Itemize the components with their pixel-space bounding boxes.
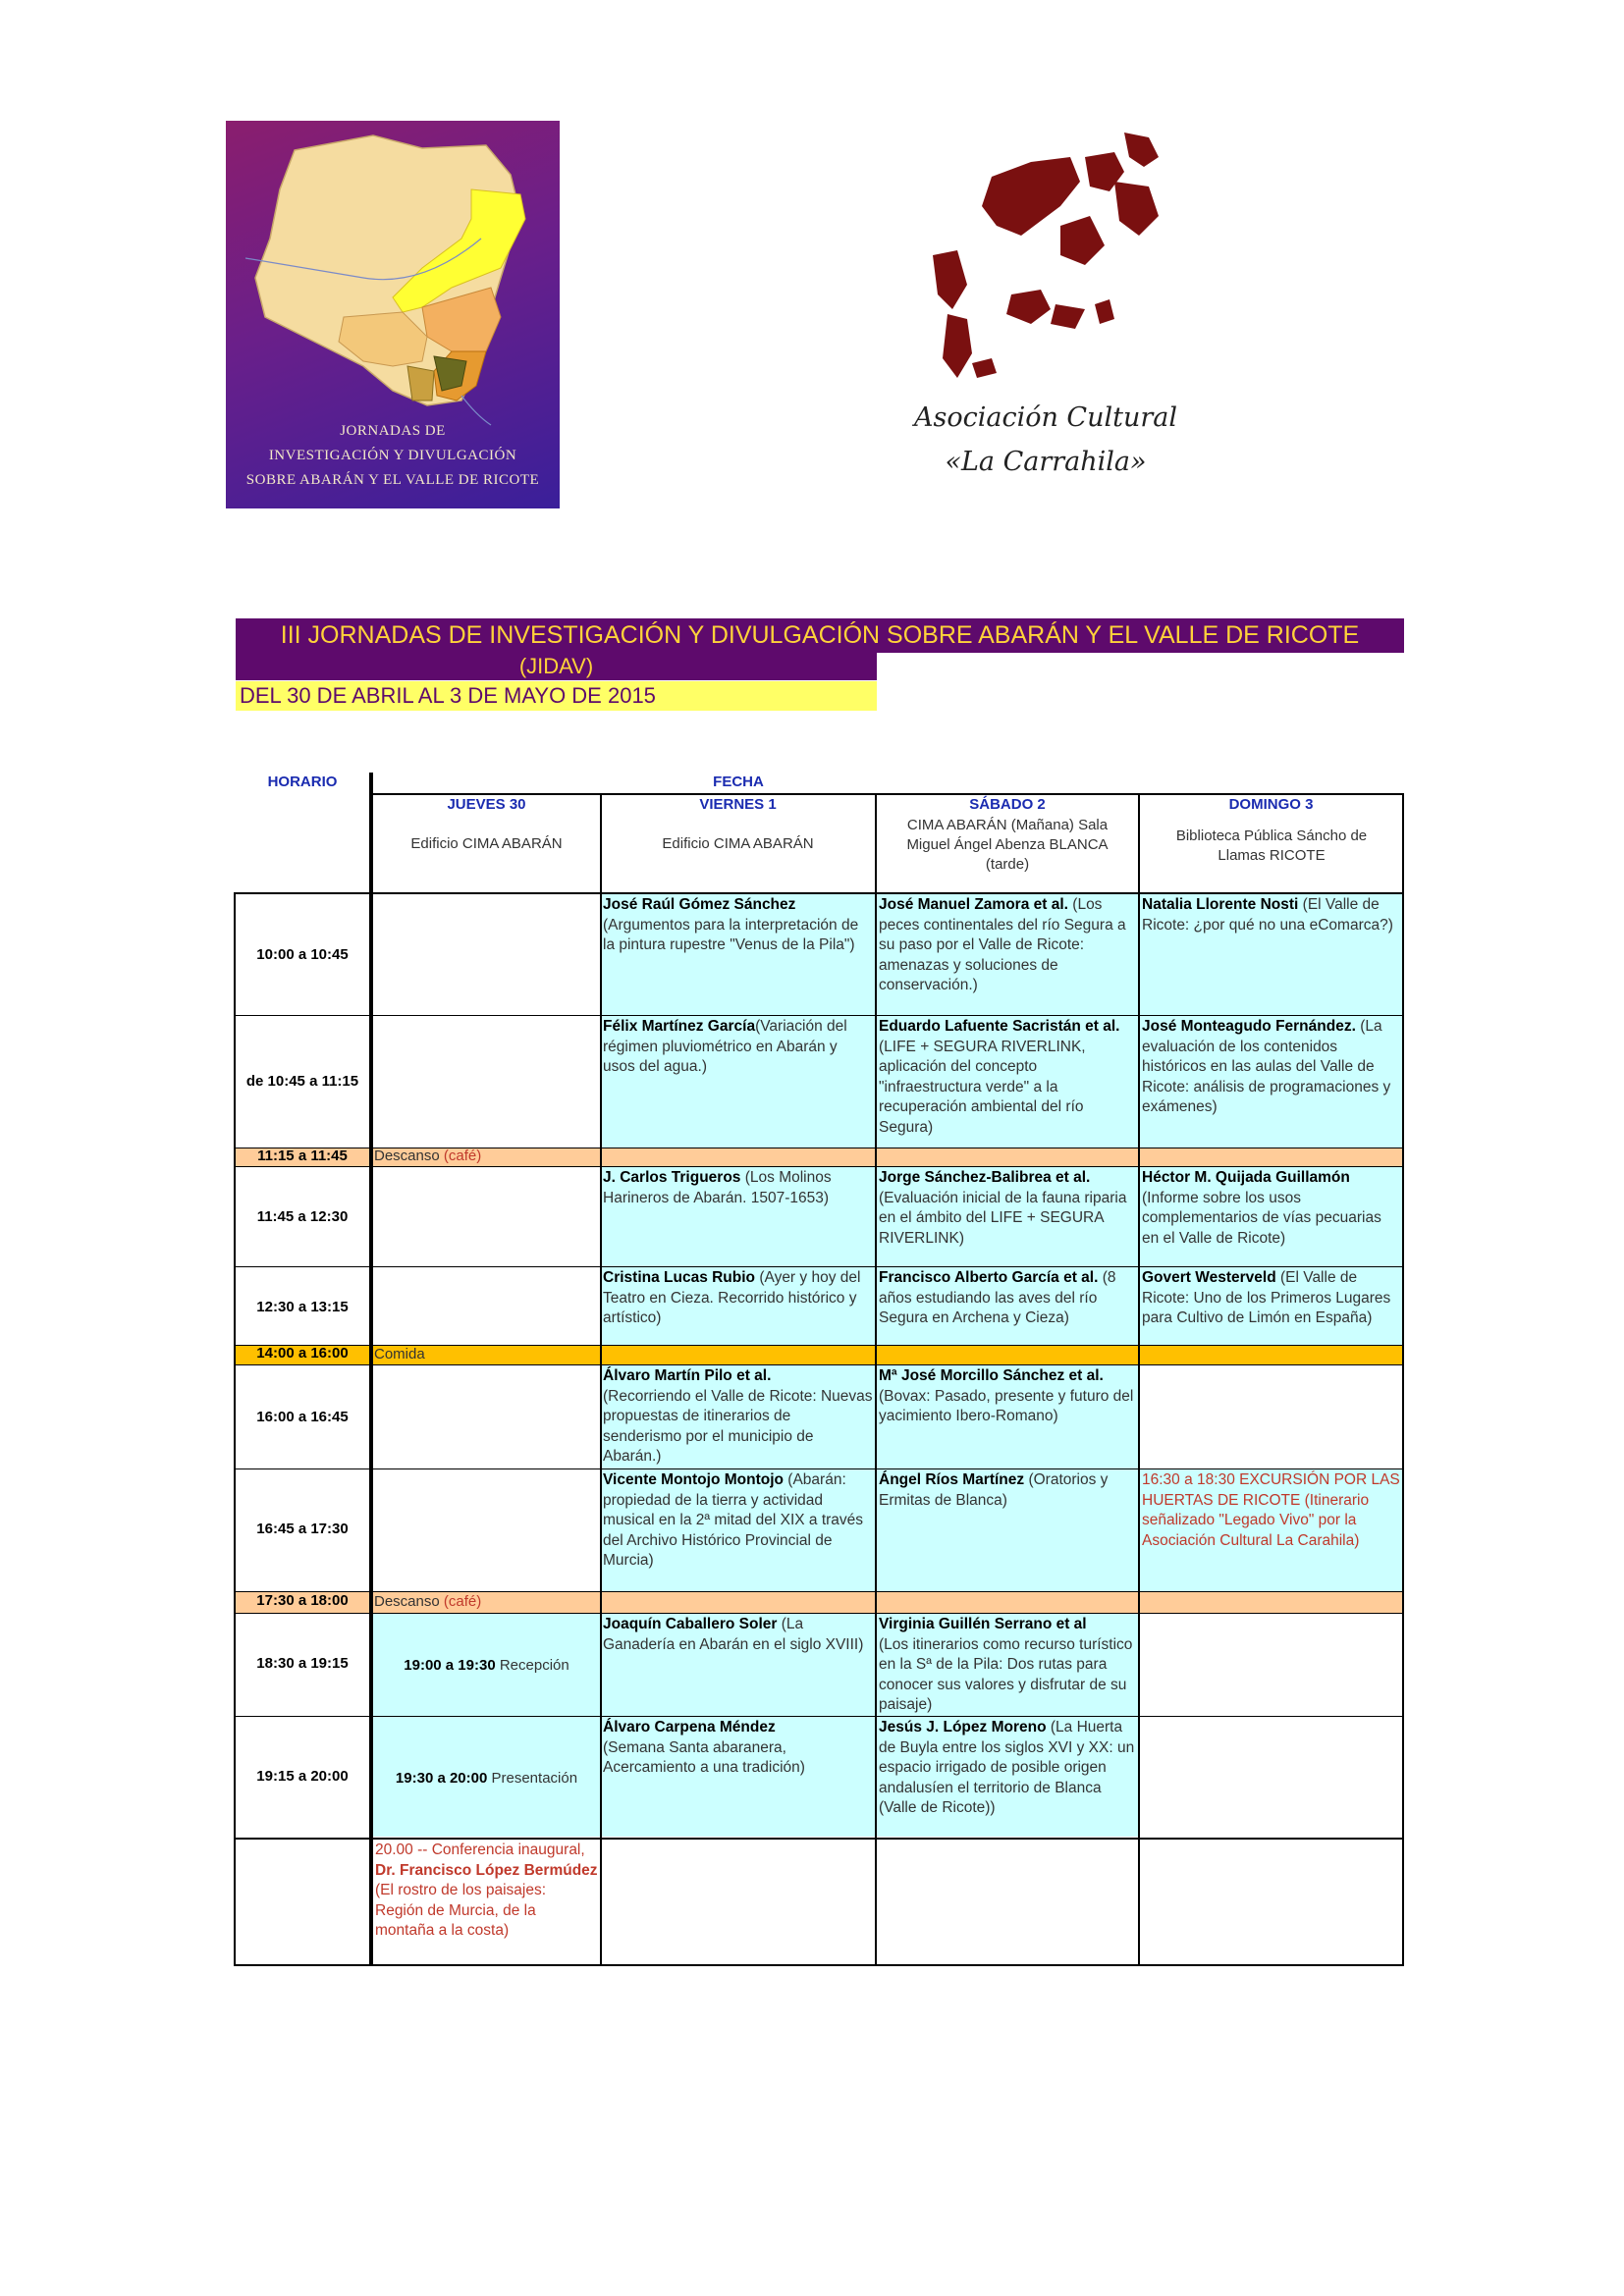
slot-time: 12:30 a 13:15: [256, 1299, 349, 1315]
talk-title: (La Ganadería en Abarán en el siglo XVIII): [603, 1616, 864, 1653]
talk-domingo-4: [1140, 1267, 1402, 1345]
inaugural-conference: [373, 1840, 600, 1964]
horario-header: HORARIO: [267, 774, 338, 790]
logo-caption-1: JORNADAS DE: [340, 423, 446, 439]
event-time: 19:00 a 19:30: [404, 1657, 496, 1674]
logo-caption-2: INVESTIGACIÓN Y DIVULGACIÓN: [268, 448, 517, 463]
talk-viernes-4: [601, 1267, 875, 1345]
talk-title: (El Valle de Ricote: ¿por qué no una eComarca?): [1142, 896, 1393, 934]
cyan-block-jue: [372, 1613, 601, 1837]
slot-time: 10:00 a 10:45: [256, 946, 349, 963]
slot-time: de 10:45 a 11:15: [245, 1073, 359, 1090]
conference-intro: 20.00 -- Conferencia inaugural,: [375, 1842, 585, 1858]
talk-author: Govert Westerveld: [1142, 1269, 1276, 1286]
venue-viernes: Edificio CIMA ABARÁN: [662, 835, 814, 852]
presentation-jueves: [373, 1768, 600, 1797]
break1-text: Descanso: [374, 1148, 440, 1164]
talk-sabado-3: [877, 1167, 1138, 1266]
event-title: III JORNADAS DE INVESTIGACIÓN Y DIVULGACIÓN SOBRE ABARÁN Y EL VALLE DE RICOTE: [236, 618, 1404, 653]
break1-label: [374, 1147, 481, 1166]
talk-title: (La Huerta de Buyla entre los siglos XVI y XX: un espacio irrigado de posible origen andalusíen el territorio de Blanca (Valle de Ricote)): [879, 1719, 1135, 1816]
talk-author: Francisco Alberto García et al.: [879, 1269, 1099, 1286]
talk-author: J. Carlos Trigueros: [603, 1169, 741, 1186]
excursion-domingo: 16:30 a 18:30 EXCURSIÓN POR LAS HUERTAS DE RICOTE (Itinerario señalizado "Legado Vivo" por la Asociación Cultural La Carahila): [1142, 1471, 1400, 1549]
logo-caption-3: SOBRE ABARÁN Y EL VALLE DE RICOTE: [245, 472, 540, 488]
carrahila-emblem-icon: [913, 128, 1208, 412]
fecha-header: FECHA: [713, 774, 764, 790]
talk-viernes-3: [601, 1167, 875, 1266]
talk-viernes-5: [601, 1365, 875, 1468]
talk-domingo-3: [1140, 1167, 1402, 1266]
talk-sabado-4: [877, 1267, 1138, 1345]
talk-title: (Los peces continentales del río Segura a su paso por el Valle de Ricote: amenazas y soluciones de conservación.): [879, 896, 1126, 993]
talk-author: Virginia Guillén Serrano et al: [879, 1616, 1087, 1632]
talk-author: Ángel Ríos Martínez: [879, 1471, 1025, 1488]
break1-cafe: (café): [443, 1148, 482, 1164]
talk-title: (Bovax: Pasado, presente y futuro del yacimiento Ibero-Romano): [879, 1387, 1134, 1424]
day-header-viernes: VIERNES 1: [699, 796, 777, 813]
slot-time: 19:15 a 20:00: [256, 1768, 349, 1785]
talk-sabado-6: [877, 1469, 1138, 1591]
talk-author: Mª José Morcillo Sánchez et al.: [879, 1367, 1104, 1384]
talk-author: Joaquín Caballero Soler: [603, 1616, 778, 1632]
talk-viernes-1: [601, 894, 875, 1015]
table-bottom-line: [234, 1964, 1404, 1966]
conference-speaker: Dr. Francisco López Bermúdez: [375, 1861, 598, 1879]
talk-viernes-2: [601, 1016, 875, 1148]
event-time: 19:30 a 20:00: [395, 1770, 488, 1787]
talk-title: (Los itinerarios como recurso turístico en la Sª de la Pila: Dos rutas para conocer sus valores y disfrutar de su paisaje): [879, 1635, 1133, 1713]
talk-author: Vicente Montojo Montojo: [603, 1471, 784, 1488]
event-label: Recepción: [499, 1657, 569, 1674]
day-header-domingo: DOMINGO 3: [1228, 796, 1314, 813]
lunch-label: Comida: [374, 1346, 425, 1362]
talk-title: (Oratorios y Ermitas de Blanca): [879, 1471, 1109, 1509]
break2-cafe: (café): [443, 1593, 482, 1610]
talk-author: José Manuel Zamora et al.: [879, 896, 1068, 913]
association-subname: «La Carrahila»: [945, 447, 1147, 477]
slot-time: 11:45 a 12:30: [256, 1208, 349, 1225]
talk-sabado-2: [877, 1016, 1138, 1148]
talk-author: Jesús J. López Moreno: [879, 1719, 1047, 1735]
talk-author: Héctor M. Quijada Guillamón: [1142, 1169, 1350, 1186]
talk-author: Cristina Lucas Rubio: [603, 1269, 756, 1286]
day-header-jueves: JUEVES 30: [447, 796, 526, 813]
talk-title: (Semana Santa abaranera, Acercamiento a una tradición): [603, 1738, 805, 1776]
association-name: Asociación Cultural: [913, 402, 1177, 433]
talk-domingo-1: [1140, 894, 1402, 1015]
talk-author: Jorge Sánchez-Balibrea et al.: [879, 1169, 1091, 1186]
talk-author: Álvaro Carpena Méndez: [603, 1719, 776, 1735]
header-top-line: [372, 793, 1404, 795]
talk-domingo-2: [1140, 1016, 1402, 1148]
break2-label: [374, 1592, 481, 1612]
talk-author: José Raúl Gómez Sánchez: [603, 896, 796, 913]
break1-time: 11:15 a 11:45: [257, 1148, 348, 1164]
event-acronym: (JIDAV): [236, 653, 877, 680]
talk-sabado-7: [877, 1614, 1138, 1716]
talk-author: José Monteagudo Fernández.: [1142, 1018, 1356, 1035]
break2-time: 17:30 a 18:00: [256, 1592, 349, 1609]
event-label: Presentación: [491, 1770, 578, 1787]
talk-author: Félix Martínez García: [603, 1018, 756, 1035]
reception-jueves: [373, 1655, 600, 1684]
talk-title: (LIFE + SEGURA RIVERLINK, aplicación del concepto "infraestructura verde" a la recuperación ambiental del río Segura): [879, 1038, 1086, 1136]
talk-title: (Evaluación inicial de la fauna riparia en el ámbito del LIFE + SEGURA RIVERLINK): [879, 1189, 1127, 1247]
conference-title: (El rostro de los paisajes: Región de Murcia, de la montaña a la costa): [375, 1882, 547, 1939]
talk-sabado-8: [877, 1717, 1138, 1838]
col-divider-left: [234, 892, 236, 1966]
talk-title: (8 años estudiando las aves del río Segura en Archena y Cieza): [879, 1269, 1116, 1326]
talk-viernes-6: [601, 1469, 875, 1591]
venue-jueves: Edificio CIMA ABARÁN: [410, 835, 563, 852]
talk-title: (La evaluación de los contenidos históricos en las aulas del Valle de Ricote: análisis de programaciones y exámenes): [1142, 1018, 1391, 1115]
talk-sabado-5: [877, 1365, 1138, 1468]
venue-sabado: CIMA ABARÁN (Mañana) Sala Miguel Ángel Abenza BLANCA (tarde): [906, 817, 1109, 873]
talk-title: (El Valle de Ricote: Uno de los Primeros Lugares para Cultivo de Limón en España): [1142, 1269, 1391, 1326]
talk-title: (Ayer y hoy del Teatro en Cieza. Recorrido histórico y artístico): [603, 1269, 861, 1326]
venue-domingo: Biblioteca Pública Sáncho de Llamas RICOTE: [1175, 828, 1368, 864]
carrahila-logo: [913, 128, 1208, 501]
talk-title: (Abarán: propiedad de la tierra y actividad musical en la 2ª mitad del XIX a través del Archivo Histórico Provincial de Murcia): [603, 1471, 864, 1569]
talk-title: (Argumentos para la interpretación de la pintura rupestre "Venus de la Pila"): [603, 916, 859, 953]
talk-author: Natalia Llorente Nosti: [1142, 896, 1299, 913]
talk-title: (Informe sobre los usos complementarios de vías pecuarias en el Valle de Ricote): [1142, 1189, 1381, 1247]
talk-author: Álvaro Martín Pilo et al.: [603, 1367, 772, 1384]
slot-time: 16:00 a 16:45: [256, 1409, 349, 1425]
jornadas-logo: [226, 121, 560, 508]
lunch-time: 14:00 a 16:00: [256, 1345, 349, 1362]
event-dates: DEL 30 DE ABRIL AL 3 DE MAYO DE 2015: [236, 681, 877, 711]
slot-time: 16:45 a 17:30: [256, 1521, 349, 1537]
day-header-sabado: SÁBADO 2: [969, 796, 1046, 813]
talk-title: (Recorriendo el Valle de Ricote: Nuevas propuestas de itinerarios de senderismo por el municipio de Abarán.): [603, 1387, 873, 1465]
talk-author: Eduardo Lafuente Sacristán et al.: [879, 1018, 1120, 1035]
col-divider-right: [1402, 794, 1404, 1966]
talk-viernes-8: [601, 1717, 875, 1838]
talk-title: (Variación del régimen pluviométrico en Abarán y usos del agua.): [603, 1018, 847, 1075]
slot-time: 18:30 a 19:15: [256, 1655, 349, 1672]
talk-title: (Los Molinos Harineros de Abarán. 1507-1653): [603, 1169, 832, 1206]
talk-sabado-1: [877, 894, 1138, 1015]
talk-viernes-7: [601, 1614, 875, 1716]
break2-text: Descanso: [374, 1593, 440, 1610]
